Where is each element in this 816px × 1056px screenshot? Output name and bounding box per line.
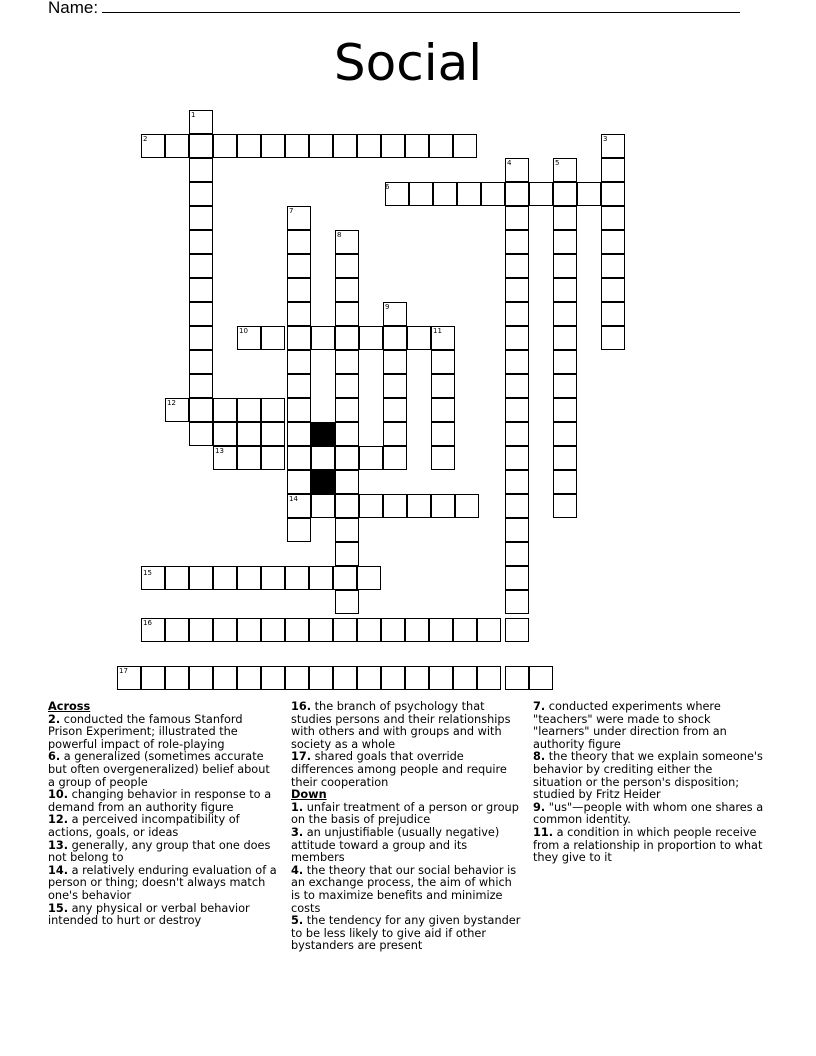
clue-number-8: 8 (337, 231, 342, 239)
clues-column-1 (48, 701, 280, 928)
grid-cell[interactable] (287, 422, 311, 446)
grid-cell[interactable] (287, 206, 311, 230)
grid-cell[interactable] (553, 302, 577, 326)
grid-cell[interactable] (383, 494, 407, 518)
clue-number-16: 16 (143, 619, 152, 627)
grid-cell[interactable] (505, 590, 529, 614)
grid-cell[interactable] (433, 182, 457, 206)
grid-cell[interactable] (287, 398, 311, 422)
grid-cell[interactable] (357, 666, 381, 690)
clue-number-13: 13 (215, 447, 224, 455)
down-clue (291, 802, 523, 827)
grid-cell[interactable] (457, 182, 481, 206)
grid-cell[interactable] (357, 618, 381, 642)
grid-cell[interactable] (431, 494, 455, 518)
grid-cell[interactable] (237, 398, 261, 422)
grid-cell[interactable] (141, 566, 165, 590)
grid-cell[interactable] (189, 374, 213, 398)
grid-cell[interactable] (237, 618, 261, 642)
clue-number-2: 2 (143, 135, 148, 143)
across-clue (48, 714, 280, 752)
grid-cell[interactable] (333, 618, 357, 642)
across-clue (48, 789, 280, 814)
grid-cell[interactable] (505, 618, 529, 642)
grid-cell[interactable] (505, 254, 529, 278)
clue-text: a generalized (sometimes accurate but often overgeneralized) belief about a group of people (48, 750, 270, 789)
grid-cell[interactable] (407, 494, 431, 518)
name-label: Name: (48, 0, 99, 17)
clue-number: 17. (291, 750, 312, 764)
grid-cell[interactable] (383, 326, 407, 350)
grid-cell[interactable] (335, 422, 359, 446)
grid-cell[interactable] (505, 566, 529, 590)
grid-cell[interactable] (261, 618, 285, 642)
clue-text: unfair treatment of a person or group on the basis of prejudice (291, 800, 519, 827)
grid-cell[interactable] (335, 542, 359, 566)
grid-block (311, 470, 335, 494)
grid-cell[interactable] (505, 350, 529, 374)
clue-number: 7. (533, 700, 546, 713)
clue-text: conducted the famous Stanford Prison Experiment; illustrated the powerful impact of role-playing (48, 712, 243, 751)
clue-number-15: 15 (143, 569, 152, 577)
clue-number: 4. (291, 863, 304, 877)
clue-text: the tendency for any given bystander to be less likely to give aid if other bystanders are present (291, 914, 521, 953)
clue-number: 12. (48, 813, 69, 827)
clue-number: 1. (291, 800, 304, 814)
grid-cell[interactable] (453, 134, 477, 158)
grid-cell[interactable] (213, 422, 237, 446)
down-header: Down (291, 788, 327, 802)
grid-cell[interactable] (213, 446, 237, 470)
grid-cell[interactable] (601, 206, 625, 230)
grid-cell[interactable] (335, 278, 359, 302)
grid-cell[interactable] (407, 326, 431, 350)
clue-number-6: 6 (385, 183, 390, 191)
across-clue (48, 840, 280, 865)
grid-cell[interactable] (237, 666, 261, 690)
grid-cell[interactable] (405, 666, 429, 690)
clue-number: 16. (291, 700, 312, 713)
grid-block (311, 422, 335, 446)
grid-cell[interactable] (287, 374, 311, 398)
grid-cell[interactable] (601, 158, 625, 182)
down-clue (533, 701, 765, 751)
grid-cell[interactable] (505, 518, 529, 542)
clue-number: 3. (291, 825, 304, 839)
clue-text: a condition in which people receive from a relationship in proportion to what they give to it (533, 825, 763, 865)
grid-cell[interactable] (287, 302, 311, 326)
grid-cell[interactable] (237, 422, 261, 446)
clue-text: "us"—people with whom one shares a common identity. (533, 800, 764, 827)
grid-cell[interactable] (189, 618, 213, 642)
clue-number: 8. (533, 750, 546, 764)
grid-cell[interactable] (359, 446, 383, 470)
grid-cell[interactable] (481, 182, 505, 206)
clues-column-2 (291, 701, 523, 953)
clue-number-3: 3 (603, 135, 608, 143)
grid-cell[interactable] (505, 326, 529, 350)
clue-text: any physical or verbal behavior intended to hurt or destroy (48, 901, 250, 928)
grid-cell[interactable] (553, 446, 577, 470)
grid-cell[interactable] (189, 182, 213, 206)
grid-cell[interactable] (601, 326, 625, 350)
grid-cell[interactable] (287, 230, 311, 254)
grid-cell[interactable] (505, 470, 529, 494)
grid-cell[interactable] (335, 230, 359, 254)
clue-number: 13. (48, 838, 69, 852)
grid-cell[interactable] (553, 230, 577, 254)
clue-number-9: 9 (385, 303, 390, 311)
grid-cell[interactable] (335, 350, 359, 374)
grid-cell[interactable] (237, 446, 261, 470)
grid-cell[interactable] (189, 278, 213, 302)
grid-cell[interactable] (505, 278, 529, 302)
grid-cell[interactable] (309, 618, 333, 642)
clue-number: 11. (533, 825, 554, 839)
grid-cell[interactable] (429, 134, 453, 158)
clue-text: an unjustifiable (usually negative) attitude toward a group and its members (291, 825, 500, 865)
clue-text: generally, any group that one does not belong to (48, 838, 271, 865)
grid-cell[interactable] (189, 350, 213, 374)
grid-cell[interactable] (601, 182, 625, 206)
clue-number-5: 5 (555, 159, 560, 167)
grid-cell[interactable] (261, 566, 285, 590)
grid-cell[interactable] (213, 398, 237, 422)
down-clue (291, 827, 523, 865)
grid-cell[interactable] (601, 302, 625, 326)
grid-cell[interactable] (287, 350, 311, 374)
grid-cell[interactable] (429, 618, 453, 642)
grid-cell[interactable] (189, 666, 213, 690)
grid-cell[interactable] (359, 494, 383, 518)
grid-cell[interactable] (189, 254, 213, 278)
grid-cell[interactable] (287, 326, 311, 350)
grid-cell[interactable] (505, 206, 529, 230)
grid-cell[interactable] (383, 398, 407, 422)
clue-number-14: 14 (289, 495, 298, 503)
grid-cell[interactable] (213, 666, 237, 690)
grid-cell[interactable] (261, 422, 285, 446)
grid-cell[interactable] (287, 518, 311, 542)
grid-cell[interactable] (311, 494, 335, 518)
grid-cell[interactable] (165, 134, 189, 158)
grid-cell[interactable] (383, 446, 407, 470)
grid-cell[interactable] (141, 134, 165, 158)
clues-column-3 (533, 701, 765, 865)
grid-cell[interactable] (287, 254, 311, 278)
clue-number-11: 11 (433, 327, 442, 335)
grid-cell[interactable] (505, 666, 529, 690)
grid-cell[interactable] (213, 566, 237, 590)
grid-cell[interactable] (409, 182, 433, 206)
across-clue (291, 751, 523, 789)
grid-cell[interactable] (505, 302, 529, 326)
grid-cell[interactable] (335, 494, 359, 518)
grid-cell[interactable] (335, 446, 359, 470)
grid-cell[interactable] (553, 470, 577, 494)
grid-cell[interactable] (505, 158, 529, 182)
grid-cell[interactable] (287, 494, 311, 518)
grid-cell[interactable] (287, 446, 311, 470)
grid-cell[interactable] (553, 254, 577, 278)
down-clue (533, 802, 765, 827)
grid-cell[interactable] (431, 350, 455, 374)
grid-cell[interactable] (405, 134, 429, 158)
grid-cell[interactable] (141, 618, 165, 642)
grid-cell[interactable] (553, 206, 577, 230)
grid-cell[interactable] (311, 326, 335, 350)
grid-cell[interactable] (189, 422, 213, 446)
grid-cell[interactable] (453, 618, 477, 642)
across-clue (48, 814, 280, 839)
grid-cell[interactable] (309, 666, 333, 690)
clue-number-10: 10 (239, 327, 248, 335)
grid-cell[interactable] (477, 666, 501, 690)
down-clue (533, 827, 765, 865)
grid-cell[interactable] (383, 350, 407, 374)
grid-cell[interactable] (553, 398, 577, 422)
grid-cell[interactable] (431, 326, 455, 350)
grid-cell[interactable] (553, 494, 577, 518)
grid-cell[interactable] (381, 618, 405, 642)
grid-cell[interactable] (431, 422, 455, 446)
grid-cell[interactable] (505, 542, 529, 566)
grid-cell[interactable] (431, 374, 455, 398)
grid-cell[interactable] (429, 666, 453, 690)
grid-cell[interactable] (553, 350, 577, 374)
grid-cell[interactable] (505, 422, 529, 446)
grid-cell[interactable] (189, 206, 213, 230)
grid-cell[interactable] (383, 302, 407, 326)
clue-text: the theory that our social behavior is an exchange process, the aim of which is to maximize benefits and minimize costs (291, 863, 517, 915)
grid-cell[interactable] (335, 518, 359, 542)
grid-cell[interactable] (553, 374, 577, 398)
grid-cell[interactable] (261, 326, 285, 350)
grid-cell[interactable] (189, 398, 213, 422)
grid-cell[interactable] (505, 230, 529, 254)
grid-cell[interactable] (261, 134, 285, 158)
grid-cell[interactable] (477, 618, 501, 642)
grid-cell[interactable] (505, 494, 529, 518)
grid-cell[interactable] (165, 398, 189, 422)
grid-cell[interactable] (189, 158, 213, 182)
page-title: Social (333, 34, 483, 92)
clue-text: conducted experiments where "teachers" were made to shock "learners" under direction from an authority figure (533, 700, 727, 751)
grid-cell[interactable] (189, 566, 213, 590)
grid-cell[interactable] (385, 182, 409, 206)
clue-number: 15. (48, 901, 69, 915)
grid-cell[interactable] (285, 618, 309, 642)
grid-cell[interactable] (261, 666, 285, 690)
grid-cell[interactable] (577, 182, 601, 206)
grid-cell[interactable] (165, 566, 189, 590)
grid-cell[interactable] (237, 566, 261, 590)
grid-cell[interactable] (189, 110, 213, 134)
grid-cell[interactable] (335, 374, 359, 398)
across-clue (48, 751, 280, 789)
clue-number-4: 4 (507, 159, 512, 167)
grid-cell[interactable] (213, 618, 237, 642)
grid-cell[interactable] (455, 494, 479, 518)
clue-number-7: 7 (289, 207, 294, 215)
down-clue (291, 915, 523, 953)
clue-number: 5. (291, 914, 304, 928)
across-clue (291, 701, 523, 751)
grid-cell[interactable] (285, 566, 309, 590)
grid-cell[interactable] (335, 470, 359, 494)
grid-cell[interactable] (335, 254, 359, 278)
grid-cell[interactable] (601, 278, 625, 302)
down-clue (533, 751, 765, 801)
grid-cell[interactable] (505, 182, 529, 206)
grid-cell[interactable] (505, 398, 529, 422)
grid-cell[interactable] (189, 326, 213, 350)
grid-cell[interactable] (335, 326, 359, 350)
grid-cell[interactable] (333, 566, 357, 590)
grid-cell[interactable] (165, 666, 189, 690)
across-header: Across (48, 700, 91, 713)
grid-cell[interactable] (553, 158, 577, 182)
grid-cell[interactable] (405, 618, 429, 642)
clue-text: the theory that we explain someone's behavior by crediting either the situation or the person's disposition; studied by Fritz Heider (533, 750, 763, 802)
grid-cell[interactable] (431, 446, 455, 470)
clue-number: 6. (48, 750, 61, 764)
clue-number: 14. (48, 863, 69, 877)
grid-cell[interactable] (237, 134, 261, 158)
grid-cell[interactable] (381, 134, 405, 158)
clue-number: 2. (48, 712, 61, 726)
grid-cell[interactable] (381, 666, 405, 690)
grid-cell[interactable] (287, 470, 311, 494)
grid-cell[interactable] (529, 182, 553, 206)
across-clue (48, 865, 280, 903)
grid-cell[interactable] (165, 618, 189, 642)
grid-cell[interactable] (335, 590, 359, 614)
grid-cell[interactable] (505, 374, 529, 398)
grid-cell[interactable] (237, 326, 261, 350)
grid-cell[interactable] (117, 666, 141, 690)
down-clue (291, 865, 523, 915)
grid-cell[interactable] (453, 666, 477, 690)
grid-cell[interactable] (333, 134, 357, 158)
grid-cell[interactable] (357, 566, 381, 590)
grid-cell[interactable] (383, 374, 407, 398)
grid-cell[interactable] (141, 666, 165, 690)
clue-text: the branch of psychology that studies persons and their relationships with others and with groups and with society as a whole (291, 700, 511, 751)
grid-cell[interactable] (357, 134, 381, 158)
grid-cell[interactable] (601, 230, 625, 254)
grid-cell[interactable] (189, 302, 213, 326)
clue-text: shared goals that override differences among people and require their cooperation (291, 750, 507, 789)
clue-text: changing behavior in response to a demand from an authority figure (48, 788, 272, 814)
clue-number-12: 12 (167, 399, 176, 407)
grid-cell[interactable] (601, 134, 625, 158)
grid-cell[interactable] (333, 666, 357, 690)
grid-cell[interactable] (383, 422, 407, 446)
clue-number-1: 1 (191, 111, 196, 119)
grid-cell[interactable] (261, 446, 285, 470)
grid-cell[interactable] (189, 230, 213, 254)
clue-number-17: 17 (119, 667, 128, 675)
grid-cell[interactable] (309, 134, 333, 158)
grid-cell[interactable] (601, 254, 625, 278)
clue-text: a relatively enduring evaluation of a person or thing; doesn't always match one's behavior (48, 863, 277, 902)
across-clue (48, 903, 280, 928)
grid-cell[interactable] (309, 566, 333, 590)
grid-cell[interactable] (311, 446, 335, 470)
grid-cell[interactable] (553, 422, 577, 446)
grid-cell[interactable] (189, 134, 213, 158)
clue-text: a perceived incompatibility of actions, goals, or ideas (48, 813, 240, 839)
grid-cell[interactable] (359, 326, 383, 350)
grid-cell[interactable] (285, 134, 309, 158)
grid-cell[interactable] (431, 398, 455, 422)
grid-cell[interactable] (335, 398, 359, 422)
grid-cell[interactable] (553, 278, 577, 302)
grid-cell[interactable] (287, 278, 311, 302)
clue-number: 10. (48, 788, 69, 802)
grid-cell[interactable] (553, 182, 577, 206)
grid-cell[interactable] (285, 666, 309, 690)
grid-cell[interactable] (213, 134, 237, 158)
grid-cell[interactable] (505, 446, 529, 470)
grid-cell[interactable] (553, 326, 577, 350)
grid-cell[interactable] (335, 302, 359, 326)
grid-cell[interactable] (261, 398, 285, 422)
grid-cell[interactable] (529, 666, 553, 690)
clue-number: 9. (533, 800, 546, 814)
